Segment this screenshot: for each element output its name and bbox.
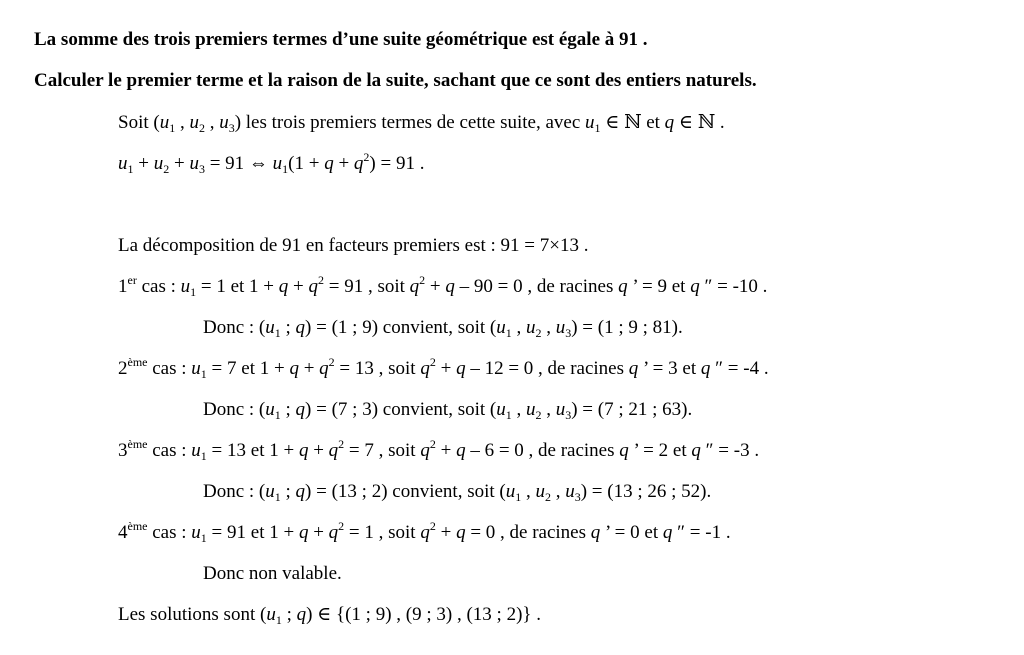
problem-statement-line-2: Calculer le premier terme et la raison de la suite, sachant que ce sont des entiers naturels.	[34, 70, 757, 91]
solutions-line: Les solutions sont ($u_1$ ; q) ∈ {(1 ; 9) , (9 ; 3) , (13 ; 2)} .	[118, 604, 542, 627]
decomposition-line: La décomposition de 91 en facteurs premiers est : 91 = 7×13 .	[118, 235, 589, 256]
problem-statement-line-1: La somme des trois premiers termes d’une suite géométrique est égale à 91 .	[34, 29, 648, 50]
case-3-line: 3ème cas : $u_1 = 13$ et $1 + q + q^2 = 7$ , soit $q^2 + q - 6 = 0$ , de racines q ’ = 2 et q ″ = -3 .	[118, 437, 760, 463]
case-4-line: 4ème cas : $u_1 = 91$ et $1 + q + q^2 = 1$ , soit $q^2 + q = 0$ , de racines q ’ = 0 et q ″ = -1 .	[118, 519, 731, 545]
case-1-line: 1er cas : $u_1 = 1$ et $1 + q + q^2 = 91$ , soit $q^2 + q - 90 = 0$ , de racines q ’ = 9 et q ″ = -10 .	[118, 273, 768, 299]
case-4-conclusion: Donc non valable.	[203, 563, 342, 584]
case-2-line: 2ème cas : $u_1 = 7$ et $1 + q + q^2 = 13$ , soit $q^2 + q - 12 = 0$ , de racines q ’ = 3 et q ″ = -4 .	[118, 355, 769, 381]
soit-line: Soit ($u_1$ , $u_2$ , $u_3$) les trois premiers termes de cette suite, avec $u_1$ ∈ ℕ et q ∈ ℕ .	[118, 112, 725, 135]
case-3-conclusion: Donc : ($u_1$ ; q) = (13 ; 2) convient, soit ($u_1$ , $u_2$ , $u_3) = (13$ ; 26 ; 52).	[203, 481, 712, 504]
sum-equation: $u_1 + u_2 + u_3 = 91$ ⇔ $u_1(1 + q + q^2) = 91$ .	[118, 150, 425, 176]
case-2-conclusion: Donc : ($u_1$ ; q) = (7 ; 3) convient, soit ($u_1$ , $u_2$ , $u_3) = (7$ ; 21 ; 63).	[203, 399, 693, 422]
case-1-conclusion: Donc : ($u_1$ ; q) = (1 ; 9) convient, soit ($u_1$ , $u_2$ , $u_3) = (1$ ; 9 ; 81).	[203, 317, 683, 340]
